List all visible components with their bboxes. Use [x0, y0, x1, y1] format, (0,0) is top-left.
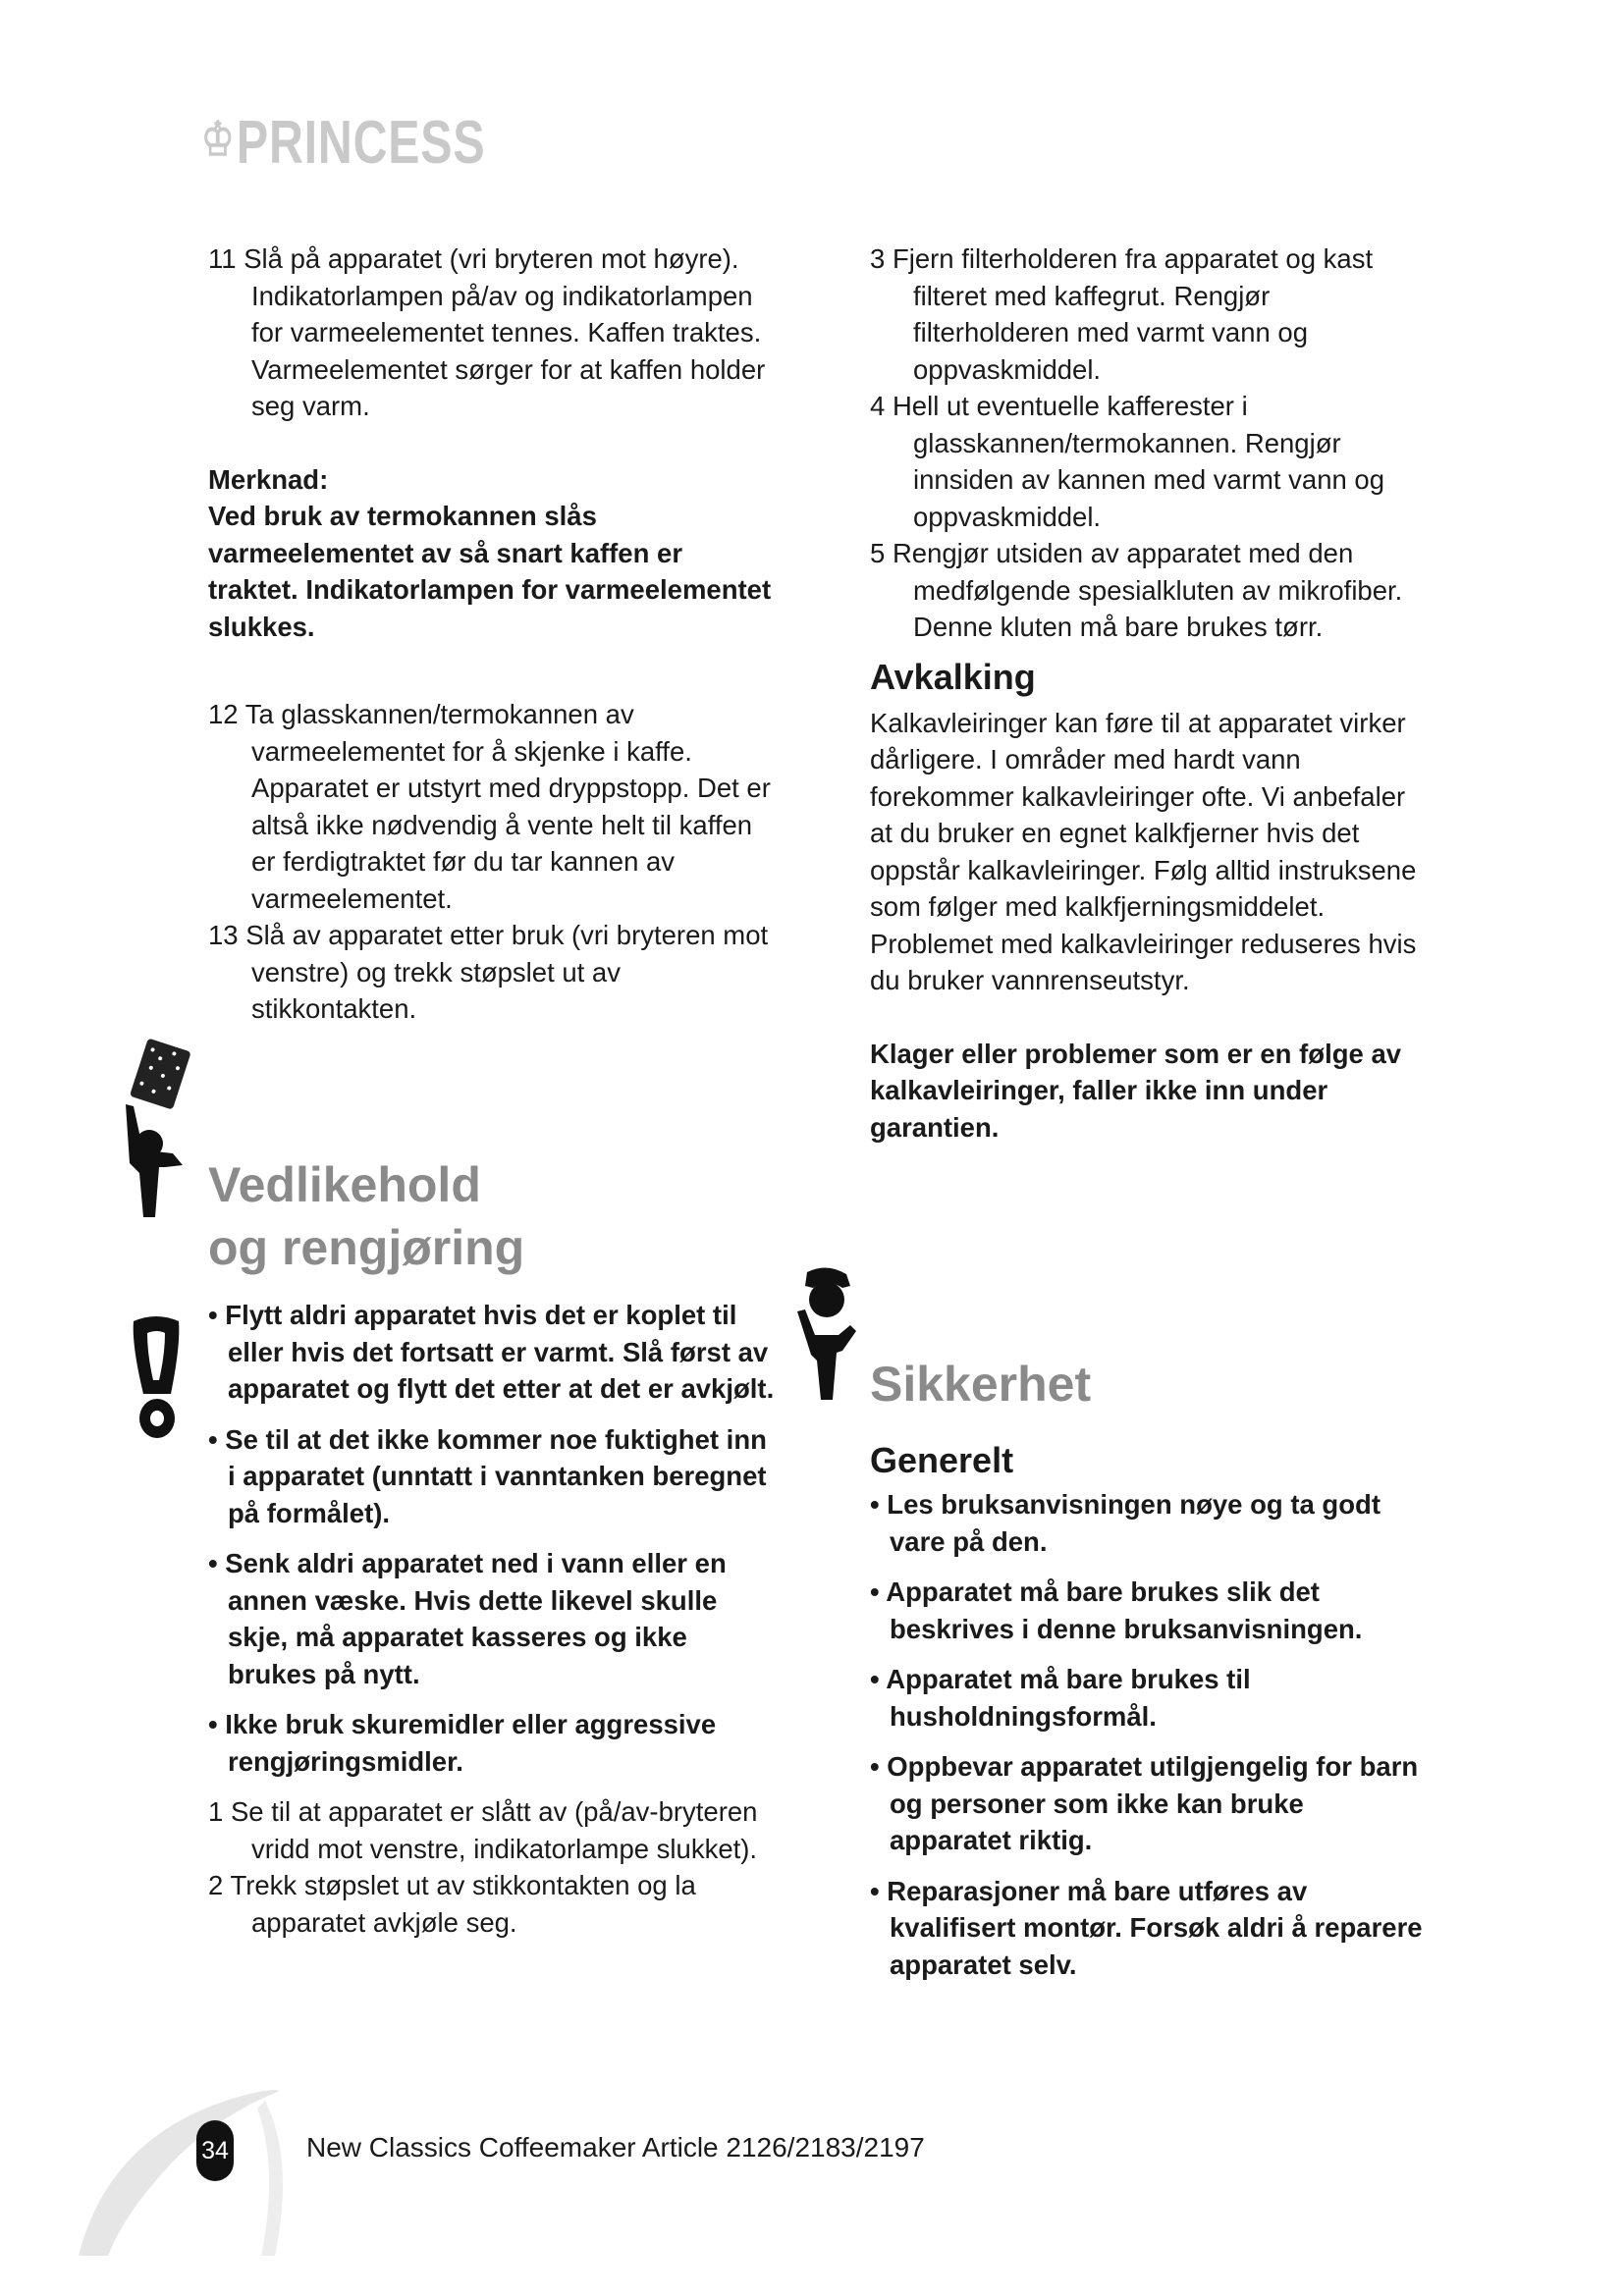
right-column-bottom	[870, 1439, 1430, 1983]
left-column-top	[208, 240, 778, 1028]
clean-step-2: 2 Trekk støpslet ut av stikkontakten og la apparatet avkjøle seg.	[208, 1870, 696, 1938]
note-text: Ved bruk av termokannen slås varmeelementet av så snart kaffen er traktet. Indikatorlampen for varmeelementet slukkes.	[208, 501, 772, 642]
safety-item: • Reparasjoner må bare utføres av kvalifisert montør. Forsøk aldri å reparere apparatet selv.	[870, 1875, 1423, 1980]
maintenance-heading-line1: Vedlikehold	[208, 1157, 481, 1212]
warning-item: • Flytt aldri apparatet hvis det er koplet til eller hvis det fortsatt er varmt. Slå først av apparatet og flytt det etter at det er avkjølt.	[208, 1300, 775, 1404]
warning-item: • Se til at det ikke kommer noe fuktighet inn i apparatet (unntatt i vanntanken beregnet på formålet).	[208, 1423, 767, 1528]
maintenance-heading-line2: og rengjøring	[208, 1220, 525, 1275]
princess-logo: ♔PRINCESS	[201, 109, 486, 177]
page-number: 34	[196, 2120, 234, 2181]
safety-person-icon	[793, 1266, 862, 1404]
left-column-bottom	[208, 1297, 778, 1941]
step-11: 11 Slå på apparatet (vri bryteren mot høyre). Indikatorlampen på/av og indikatorlampen for varmeelementet tennes. Kaffen traktes. Varmeelementet sørger for at kaffen holder seg varm.	[208, 243, 766, 421]
safety-item: • Les bruksanvisningen nøye og ta godt vare på den.	[870, 1489, 1380, 1557]
warning-item: • Senk aldri apparatet ned i vann eller en annen væske. Hvis dette likevel skulle skje, må apparatet kasseres og ikke brukes på nytt.	[208, 1548, 727, 1689]
clean-step-3: 3 Fjern filterholderen fra apparatet og kast filteret med kaffegrut. Rengjør filterholderen med varmt vann og oppvaskmiddel.	[870, 243, 1374, 385]
footer-swoosh-decoration	[69, 2081, 285, 2258]
safety-item: • Apparatet må bare brukes til husholdningsformål.	[870, 1664, 1251, 1732]
safety-item: • Apparatet må bare brukes slik det beskrives i denne bruksanvisningen.	[870, 1576, 1363, 1644]
note-label: Merknad:	[208, 463, 329, 495]
footer-title: New Classics Coffeemaker Article 2126/2183/2197	[306, 2132, 925, 2163]
general-heading: Generelt	[870, 1440, 1014, 1480]
safety-heading: Sikkerhet	[870, 1357, 1092, 1412]
clean-step-4: 4 Hell ut eventuelle kafferester i glasskannen/termokannen. Rengjør innsiden av kannen med varmt vann og oppvaskmiddel.	[870, 391, 1385, 532]
cleaning-person-icon	[116, 1036, 204, 1222]
step-13: 13 Slå av apparatet etter bruk (vri bryteren mot venstre) og trekk støpslet ut av stikkontakten.	[208, 920, 769, 1024]
descale-heading: Avkalking	[870, 656, 1036, 697]
step-12: 12 Ta glasskannen/termokannen av varmeelementet for å skjenke i kaffe. Apparatet er utstyrt med dryppstopp. Det er altså ikke nødvendig å vente helt til kaffen er ferdigtraktet før du tar kannen av varmeelementet.	[208, 699, 771, 914]
clean-step-1: 1 Se til at apparatet er slått av (på/av-bryteren vridd mot venstre, indikatorlampe slukket).	[208, 1796, 758, 1864]
safety-item: • Oppbevar apparatet utilgjengelig for barn og personer som ikke kan bruke apparatet riktig.	[870, 1751, 1419, 1855]
warning-item: • Ikke bruk skuremidler eller aggressive rengjøringsmidler.	[208, 1709, 717, 1777]
right-column-top	[870, 240, 1430, 1146]
crest-icon: ♔	[201, 114, 236, 166]
descale-warning: Klager eller problemer som er en følge av kalkavleiringer, faller ikke inn under garantien.	[870, 1038, 1402, 1143]
exclamation-warning-icon	[122, 1315, 190, 1443]
clean-step-5: 5 Rengjør utsiden av apparatet med den medfølgende spesialkluten av mikrofiber. Denne kluten må bare brukes tørr.	[870, 538, 1403, 642]
descale-text: Kalkavleiringer kan føre til at apparatet virker dårligere. I områder med hardt vann forekommer kalkavleiringer ofte. Vi anbefaler at du bruker en egnet kalkfjerner hvis det oppstår kalkavleiringer. Følg alltid instruksene som følger med kalkfjerningsmiddelet. Problemet med kalkavleiringer reduseres hvis du bruker vannrenseutstyr.	[870, 707, 1417, 995]
